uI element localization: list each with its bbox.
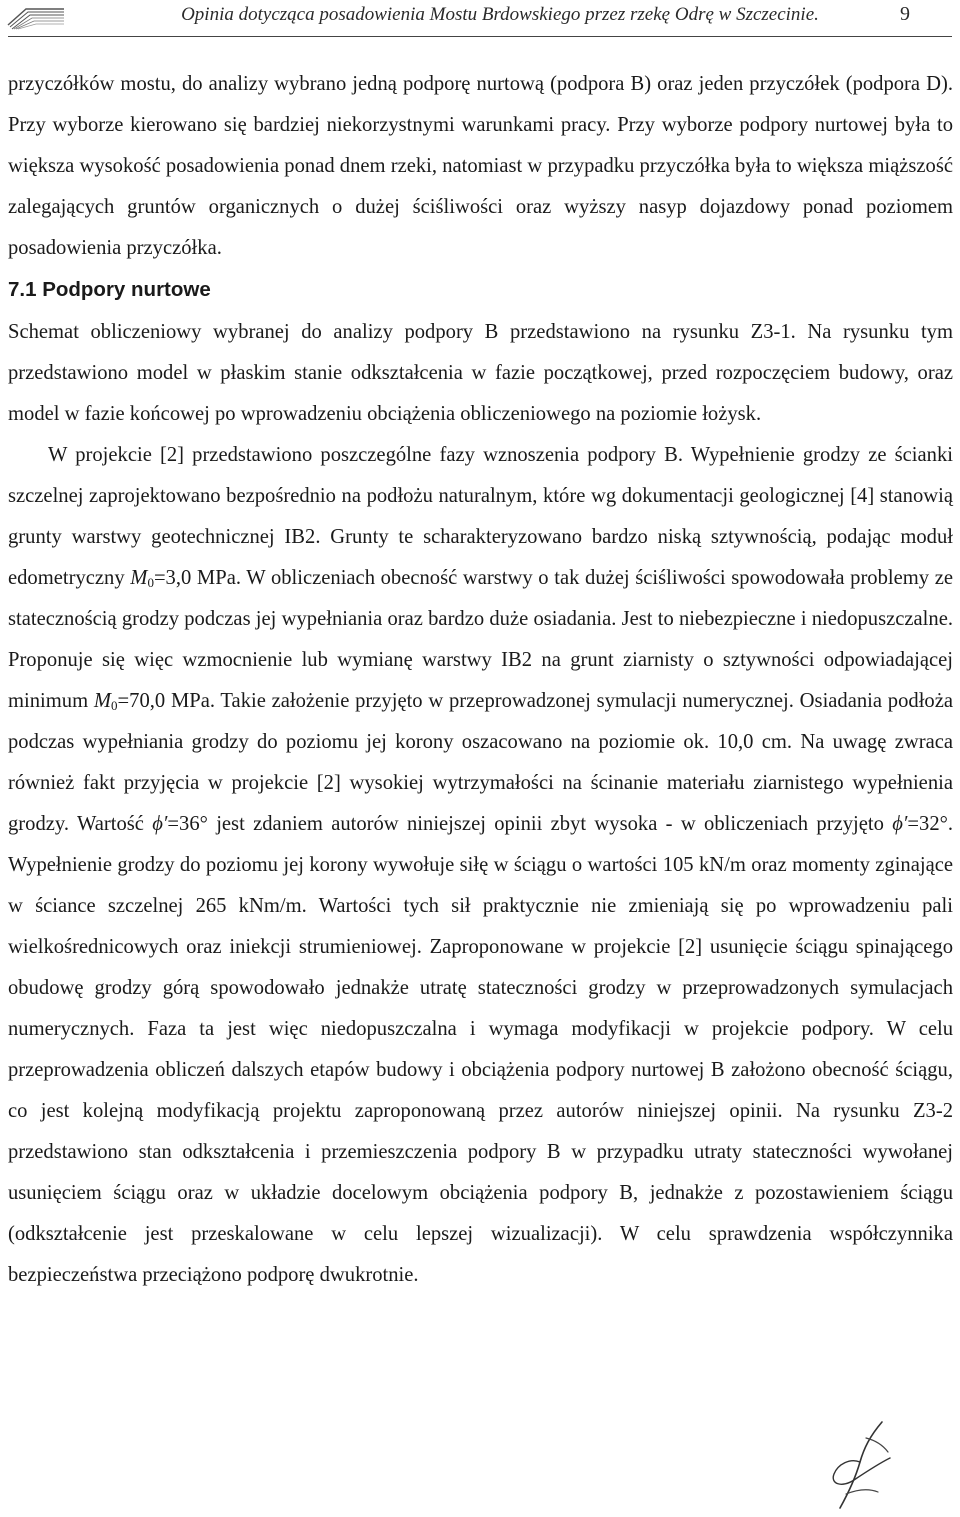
text-run: =36° jest zdaniem autorów niniejszej opinii zbyt wysoka - w obliczeniach przyjęto — [167, 813, 893, 835]
math-symbol: M — [93, 690, 112, 712]
bridge-logo-icon — [6, 3, 68, 31]
math-subscript: 0 — [111, 698, 118, 713]
text-run: =70,0 MPa. Takie założenie przyjęto w przeprowadzonej symulacji numerycznej. Osiadania podłoża podczas wypełniania grodzy do poziomu jej korony oszacowano na poziomie ok. 10,0 cm. Na uwagę zwraca również fakt przyjęcia w projekcie [2] wysokiej wytrzymałości na ścinanie materiału ziarnistego wypełnienia grodzy. Wartość — [8, 690, 953, 835]
header-title: Opinia dotycząca posadowienia Mostu Brdowskiego przez rzekę Odrę w Szczecinie. — [181, 4, 819, 25]
text-run: =32°. Wypełnienie grodzy do poziomu jej korony wywołuje siłę w ściągu o wartości 105 kN/m oraz momenty zginające w ściance szczelnej 265 kNm/m. Wartości tych sił praktycznie nie zmieniają się po wprowadzeniu pali wielkośrednicowych oraz iniekcji strumieniowej. Zaproponowane w projekcie [2] usunięcie ściągu spinającego obudowę grodzy górą spowodowało jednakże utratę stateczności grodzy w przeprowadzonych symulacjach numerycznych. Faza ta jest więc niedopuszczalna i wymaga modyfikacji w projekcie podpory. W celu przeprowadzenia obliczeń dalszych etapów budowy i obciążenia podpory nurtowej B założono obecność ściągu, co jest kolejną modyfikacją projektu zaproponowaną przez autorów niniejszej opinii. Na rysunku Z3-2 przedstawiono stan odkształcenia i przemieszczenia podpory B w przypadku utraty stateczności wywołanej usunięciem ściągu oraz w układzie docelowym obciążenia podpory B, jednakże z pozostawieniem ściągu (odkształcenie jest przeskalowane w celu lepszej wizualizacji). W celu sprawdzenia współczynnika bezpieczeństwa przeciążono podporę dwukrotnie. — [8, 813, 953, 1286]
math-symbol: M — [130, 567, 148, 589]
text-run: =3,0 MPa. W obliczeniach obecność warstwy o tak dużej ściśliwości spowodowała problemy ze statecznością grodzy podczas jej wypełniania oraz bardzo duże osiadania. Jest to niebezpieczne i niedopuszczalne. Proponuje się więc wzmocnienie lub wymianę warstwy IB2 na grunt ziarnisty o sztywności odpowiadającej minimum — [8, 567, 953, 712]
section-heading: 7.1 Podpory nurtowe — [8, 278, 211, 301]
text-run: W projekcie [2] przedstawiono poszczególne fazy wznoszenia podpory B. Wypełnienie grodzy ze ścianki szczelnej zaprojektowano bezpośrednio na podłożu naturalnym, które wg dokumentacji geologicznej [4] stanowią grunty warstwy geotechnicznej IB2. Grunty te scharakteryzowano bardzo niską sztywnością, podając moduł edometryczny — [8, 444, 953, 589]
handwritten-signature — [820, 1418, 900, 1514]
paragraph — [8, 435, 953, 1296]
header-divider — [8, 36, 952, 37]
page-number: 9 — [900, 3, 910, 25]
math-subscript: 0 — [147, 575, 154, 590]
paragraph: Schemat obliczeniowy wybranej do analizy podpory B przedstawiono na rysunku Z3-1. Na rysunku tym przedstawiono model w płaskim stanie odkształcenia w fazie początkowej, przed rozpoczęciem budowy, oraz model w fazie końcowej po wprowadzeniu obciążenia obliczeniowego na poziomie łożysk. — [8, 321, 953, 425]
page-header — [0, 0, 960, 42]
document-body — [8, 64, 953, 1296]
phi-symbol: ϕ′ — [892, 813, 908, 835]
phi-symbol: ϕ′ — [152, 813, 168, 835]
paragraph: przyczółków mostu, do analizy wybrano jedną podporę nurtową (podpora B) oraz jeden przyczółek (podpora D). Przy wyborze kierowano się bardziej niekorzystnymi warunkami pracy. Przy wyborze podpory nurtowej była to większa wysokość posadowienia ponad dnem rzeki, natomiast w przypadku przyczółka była to większa miąższość zalegających gruntów organicznych o dużej ściśliwości oraz wyższy nasyp dojazdowy ponad poziomem posadowienia przyczółka. — [8, 73, 953, 259]
